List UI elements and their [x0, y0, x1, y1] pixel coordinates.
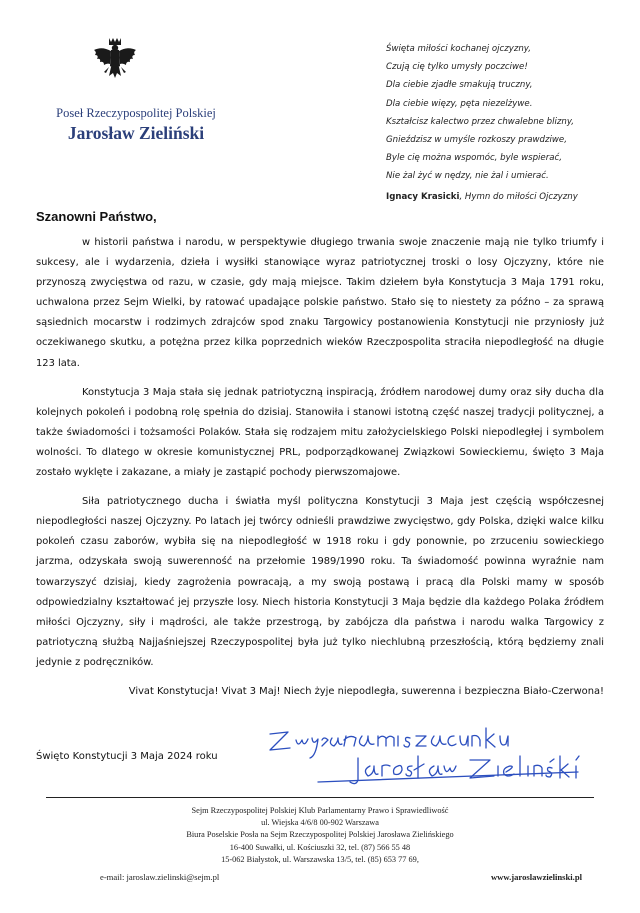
footer-line: 15-062 Białystok, ul. Warszawska 13/5, tel. (85) 653 77 69, — [221, 854, 419, 864]
poem-line: Byle cię można wspomóc, byle wspierać, — [386, 153, 562, 164]
poem-line: Kształcisz kalectwo przez chwalebne blizny, — [386, 116, 575, 127]
footer-address — [80, 805, 560, 866]
poem-author: Ignacy Krasicki — [386, 191, 460, 202]
footer-email-link[interactable]: e-mail: jaroslaw.zielinski@sejm.pl — [100, 872, 220, 882]
footer-line: Sejm Rzeczypospolitej Polskiej Klub Parlamentarny Prawo i Sprawiedliwość — [191, 806, 449, 815]
letter-body — [36, 233, 604, 711]
footer-website-link[interactable]: www.jaroslawzielinski.pl — [490, 872, 582, 882]
poem-line: Gnieździsz w umyśle rozkoszy prawdziwe, — [386, 135, 567, 146]
poem-attribution — [386, 188, 622, 206]
letter-date: Święto Konstytucji 3 Maja 2024 roku — [36, 751, 218, 762]
footer-line: Biura Poselskie Posła na Sejm Rzeczypospolitej Polskiej Jarosława Zielińskiego — [186, 830, 454, 840]
poem-line: Dla ciebie więzy, pęta niezelżywe. — [386, 98, 533, 109]
footer-divider — [46, 797, 594, 798]
poem-line: Dla ciebie zjadłe smakują truczny, — [386, 80, 533, 91]
office-title: Poseł Rzeczypospolitej Polskiej — [56, 106, 216, 120]
poem-quote — [386, 40, 622, 206]
polish-eagle-emblem-icon — [92, 36, 138, 88]
poem-work: , Hymn do miłości Ojczyzny — [459, 191, 578, 202]
poem-line: Święta miłości kochanej ojczyzny, — [386, 44, 531, 54]
letter-paragraph: w historii państwa i narodu, w perspektywie długiego trwania swoje znaczenie mają nie tylko triumfy i sukcesy, ale i wydarzenia, dzieła i wysiłki stanowiące wyraz patriotycznej troski o losy Ojczyzny, które nie przynoszą zwycięstwa od razu, w czasie, gdy mają miejsce. Takim dziełem była Konstytucja 3 Maja 1791 roku, uchwalona przez Sejm Wielki, by ratować upadające polskie państwo. Stało się to niestety za późno – za sprawą sąsiednich mocarstw i rodzimych zdrajców spod znaku Targowicy postanowienia Konstytucji nie przyniosły już oczekiwanego skutku, a potężna przez kilka poprzednich wieków Rzeczpospolita straciła niepodległość na długie 123 lata. — [36, 237, 604, 369]
letter-paragraph: Siła patriotycznego ducha i światła myśl polityczna Konstytucji 3 Maja jest częścią współczesnej niepodległości naszej Ojczyzny. Po latach jej twórcy odnieśli prawdziwe zwycięstwo, gdy Polska, dzięki walce kilku pokoleń czasu zaborów, wybiła się na niepodległość w 1918 roku i gdy ponownie, po zrzuceniu sowieckiego jarzma, odzyskała swoją suwerenność na przełomie 1989/1990 roku. Ta świadomość powinna wyraźnie nam towarzyszyć dzisiaj, kiedy zagrożenia powracają, a my swoją postawą i pracą dla Polski mamy w sposób odpowiedzialny kształtować jej przyszłe losy. Niech historia Konstytucji 3 Maja będzie dla każdego Polaka źródłem miłości Ojczyzny, siły i mądrości, ale także przestrogą, by zabójcza dla państwa i narodu walka Targowicy z patriotyczną służbą Najjaśniejszej Rzeczypospolitej była już tylko niechlubną przeszłością, którą będziemy znali jedynie z podręczników. — [36, 496, 604, 668]
footer-line: 16-400 Suwałki, ul. Kościuszki 32, tel. (87) 566 55 48 — [229, 842, 411, 852]
handwritten-signature — [258, 722, 588, 790]
mp-name: Jarosław Zieliński — [67, 123, 205, 143]
closing-exclamation: Vivat Konstytucja! Vivat 3 Maj! Niech żyje niepodległa, suwerenna i bezpieczna Biało-Czerwona! — [128, 685, 604, 697]
poem-line: Czują cię tylko umysły poczciwe! — [386, 62, 528, 73]
footer-line: ul. Wiejska 4/6/8 00-902 Warszawa — [261, 818, 379, 828]
letter-greeting: Szanowni Państwo, — [36, 209, 157, 224]
letter-paragraph: Konstytucja 3 Maja stała się jednak patriotyczną inspiracją, źródłem narodowej dumy oraz siły ducha dla kolejnych pokoleń i podobną rolę spełnia do dzisiaj. Stanowiła i stanowi istotną część naszej tradycji politycznej, a także świadomości i tożsamości Polaków. Stała się rodzajem mitu założycielskiego Polski niepodległej i symbolem wolności. To dlatego w okresie komunistycznej PRL, podporządkowanej Związkowi Sowieckiemu, święto 3 Maja zostało wyklęte i zakazane, a miały je zastąpić pochody pierwszomajowe. — [36, 386, 604, 479]
poem-line: Nie żal żyć w nędzy, nie żal i umierać. — [386, 171, 549, 182]
